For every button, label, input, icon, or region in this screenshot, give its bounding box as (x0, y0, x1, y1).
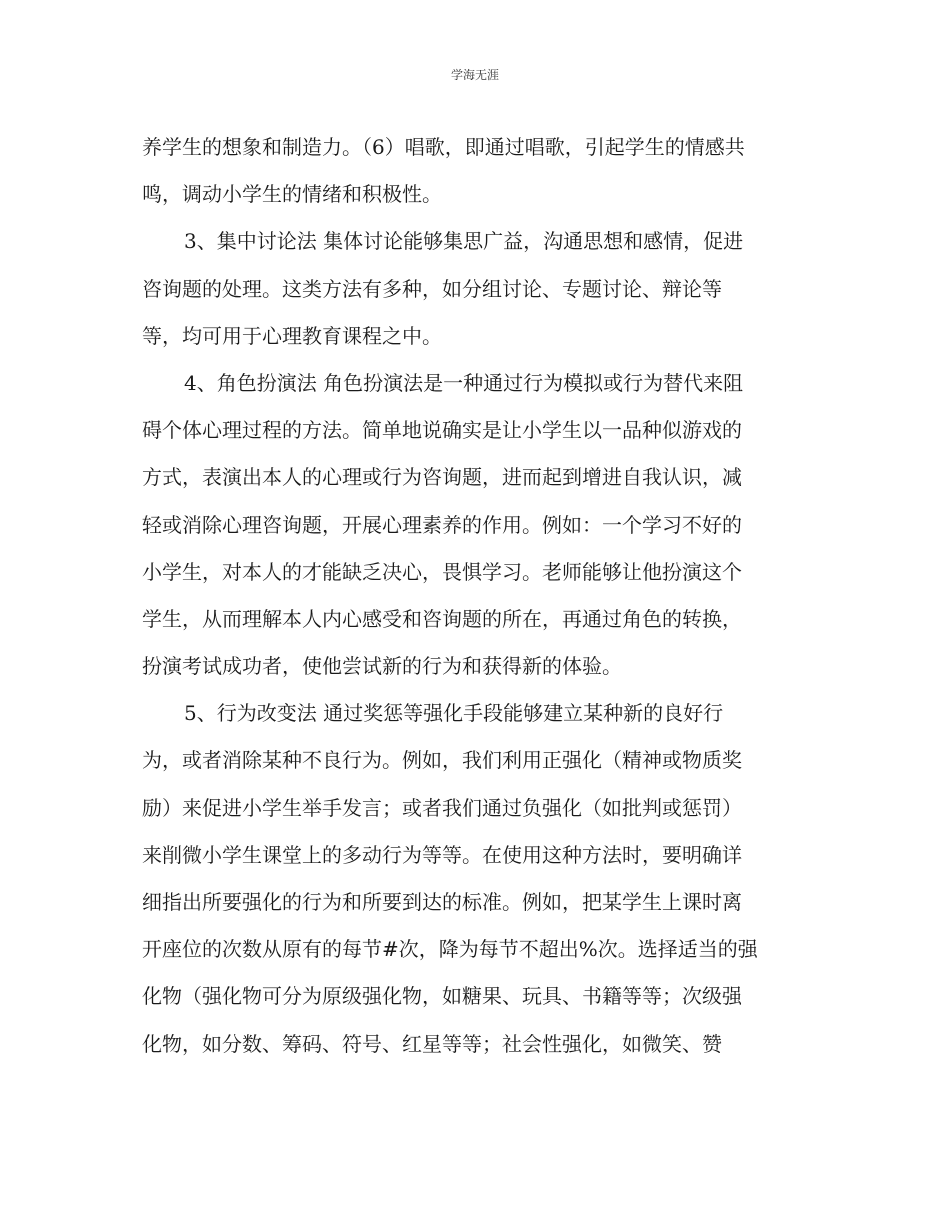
text-line: 化物，如分数、筹码、符号、红星等等；社会性强化，如微笑、赞 (142, 1031, 722, 1056)
paragraph-start-line: 5、行为改变法 通过奖惩等强化手段能够建立某种新的良好行 (184, 701, 724, 726)
document-body (142, 124, 810, 1068)
text-line: 来削微小学生课堂上的多动行为等等。在使用这种方法时，要明确详 (142, 842, 742, 867)
text-line: 方式，表演出本人的心理或行为咨询题，进而起到增进自我认识，减 (142, 465, 742, 490)
text-line: 等，均可用于心理教育课程之中。 (142, 323, 442, 348)
text-line: 细指出所要强化的行为和所要到达的标准。例如，把某学生上课时离 (142, 890, 742, 914)
text-line: 扮演考试成功者，使他尝试新的行为和获得新的体验。 (142, 654, 622, 679)
text-line: 励）来促进小学生举手发言；或者我们通过负强化（如批判或惩罚） (142, 795, 742, 820)
page-header: 学海无涯 (450, 68, 499, 82)
text-line: 鸣，调动小学生的情绪和积极性。 (142, 182, 442, 207)
text-line: 养学生的想象和制造力。（6）唱歌，即通过唱歌，引起学生的情感共 (142, 135, 745, 159)
text-line: 化物（强化物可分为原级强化物，如糖果、玩具、书籍等等；次级强 (142, 984, 742, 1009)
text-line: 为，或者消除某种不良行为。例如，我们利用正强化（精神或物质奖 (142, 748, 742, 773)
text-line: 咨询题的处理。这类方法有多种，如分组讨论、专题讨论、辩论等 (142, 276, 722, 301)
paragraph-start-line: 3、集中讨论法 集体讨论能够集思广益，沟通思想和感情，促进 (184, 229, 744, 254)
text-line: 轻或消除心理咨询题，开展心理素养的作用。例如：一个学习不好的 (142, 512, 742, 537)
text-line: 小学生，对本人的才能缺乏决心，畏惧学习。老师能够让他扮演这个 (142, 559, 742, 584)
paragraph-start-line: 4、角色扮演法 角色扮演法是一种通过行为模拟或行为替代来阻 (184, 370, 744, 395)
text-line: 碍个体心理过程的方法。简单地说确实是让小学生以一品种似游戏的 (142, 418, 742, 443)
text-line: 学生，从而理解本人内心感受和咨询题的所在，再通过角色的转换， (142, 606, 742, 631)
text-line: 开座位的次数从原有的每节#次，降为每节不超出%次。选择适当的强 (142, 937, 758, 962)
